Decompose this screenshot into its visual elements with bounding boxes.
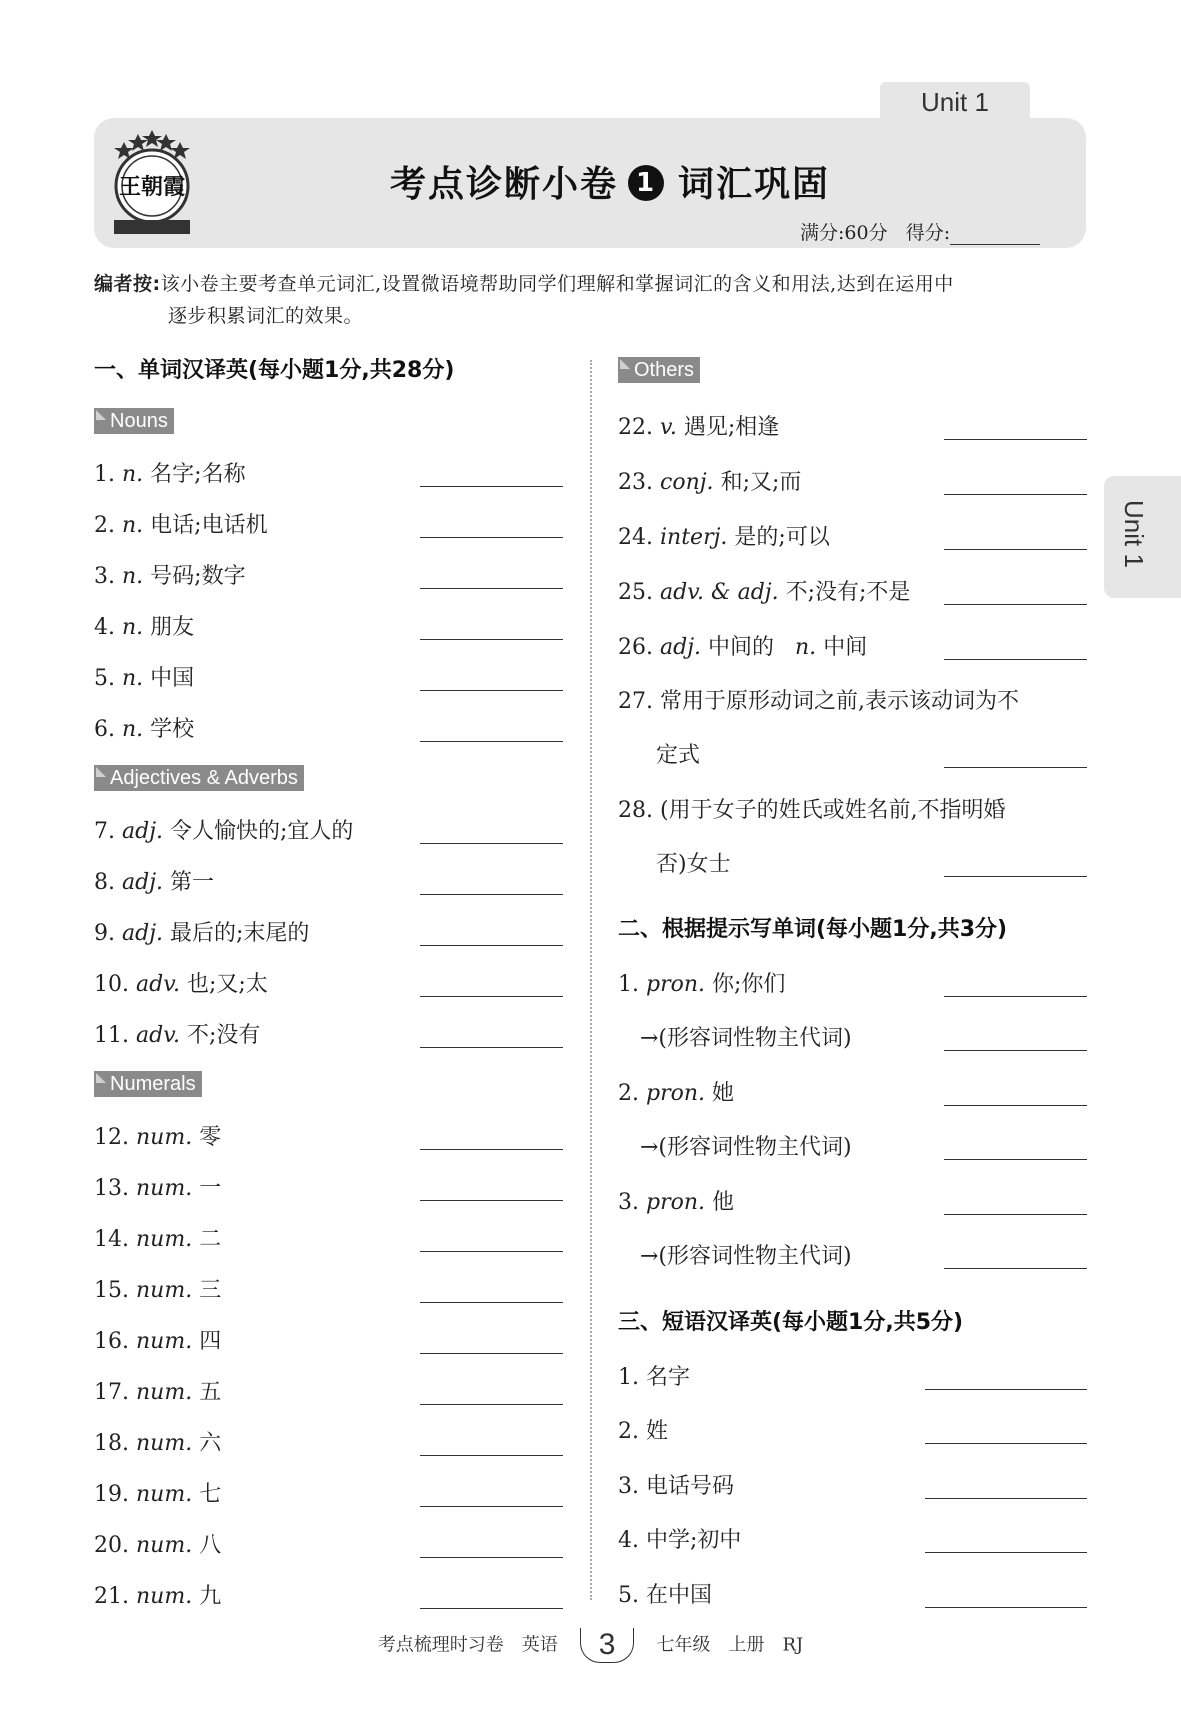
- list-item: 3. 电话号码: [618, 1474, 734, 1499]
- item-28-line1: 28. (用于女子的姓氏或姓名前,不指明婚: [618, 798, 1006, 823]
- answer-blank[interactable]: [420, 1404, 563, 1405]
- answer-blank[interactable]: [420, 1353, 563, 1354]
- score-line: [800, 218, 1040, 245]
- list-item: 12. num. 零: [94, 1125, 222, 1150]
- title-number-badge: 1: [628, 165, 664, 201]
- list-item: 6. n. 学校: [94, 717, 195, 742]
- answer-blank[interactable]: [944, 439, 1087, 440]
- editor-note: [94, 268, 1086, 332]
- answer-blank[interactable]: [944, 996, 1087, 997]
- editor-note-line1: 该小卷主要考查单元词汇,设置微语境帮助同学们理解和掌握词汇的含义和用法,达到在运用中: [160, 273, 954, 295]
- answer-blank[interactable]: [925, 1389, 1087, 1390]
- item-27-line2: 定式: [656, 743, 701, 768]
- tag-others: Others: [618, 357, 700, 383]
- answer-blank[interactable]: [420, 741, 563, 742]
- answer-blank[interactable]: [944, 549, 1087, 550]
- answer-blank[interactable]: [420, 1506, 563, 1507]
- editor-note-line2: 逐步积累词汇的效果。: [168, 305, 364, 327]
- footer-volume: 上册: [728, 1634, 765, 1656]
- answer-blank[interactable]: [925, 1443, 1087, 1444]
- answer-blank[interactable]: [925, 1552, 1087, 1553]
- possessive-hint: →(形容词性物主代词): [640, 1135, 852, 1160]
- tag-numerals: Numerals: [94, 1071, 202, 1097]
- column-divider: [590, 360, 592, 1600]
- answer-blank[interactable]: [944, 604, 1087, 605]
- answer-blank[interactable]: [420, 486, 563, 487]
- footer-grade: 七年级: [656, 1634, 711, 1656]
- list-item: 19. num. 七: [94, 1482, 222, 1507]
- list-item: 10. adv. 也;又;太: [94, 972, 268, 997]
- list-item: 7. adj. 令人愉快的;宜人的: [94, 819, 354, 844]
- list-item: 1. pron. 你;你们: [618, 972, 786, 997]
- list-item: 2. 姓: [618, 1419, 668, 1444]
- answer-blank[interactable]: [944, 1105, 1087, 1106]
- item-27-line1: 27. 常用于原形动词之前,表示该动词为不: [618, 689, 1019, 714]
- section2-heading: 二、根据提示写单词(每小题1分,共3分): [618, 917, 1008, 942]
- list-item: 11. adv. 不;没有: [94, 1023, 261, 1048]
- answer-blank[interactable]: [420, 1200, 563, 1201]
- list-item: 2. n. 电话;电话机: [94, 513, 268, 538]
- section1-heading: 一、单词汉译英(每小题1分,共28分): [94, 358, 455, 383]
- title-main: 考点诊断小卷: [389, 164, 618, 205]
- answer-blank[interactable]: [420, 1455, 563, 1456]
- list-item: 26. adj. 中间的 n. 中间: [618, 635, 868, 660]
- footer-edition: RJ: [782, 1634, 804, 1656]
- footer-series: 考点梳理时习卷: [377, 1634, 504, 1656]
- answer-blank[interactable]: [925, 1607, 1087, 1608]
- answer-blank[interactable]: [944, 1050, 1087, 1051]
- list-item: 25. adv. & adj. 不;没有;不是: [618, 580, 911, 605]
- list-item: 15. num. 三: [94, 1278, 222, 1303]
- answer-blank[interactable]: [944, 1159, 1087, 1160]
- score-label: 得分:: [905, 222, 951, 244]
- list-item: 17. num. 五: [94, 1380, 222, 1405]
- list-item: 8. adj. 第一: [94, 870, 215, 895]
- list-item: 1. n. 名字;名称: [94, 462, 246, 487]
- possessive-hint: →(形容词性物主代词): [640, 1026, 852, 1051]
- possessive-hint: →(形容词性物主代词): [640, 1244, 852, 1269]
- list-item: 18. num. 六: [94, 1431, 222, 1456]
- footer-subject: 英语: [521, 1634, 558, 1656]
- title-sub: 词汇巩固: [678, 164, 831, 205]
- side-unit-tab: Unit 1: [1104, 476, 1181, 598]
- list-item: 14. num. 二: [94, 1227, 222, 1252]
- answer-blank[interactable]: [944, 876, 1087, 877]
- answer-blank[interactable]: [420, 894, 563, 895]
- list-item: 4. 中学;初中: [618, 1528, 742, 1553]
- publisher-logo: [104, 128, 200, 240]
- list-item: 24. interj. 是的;可以: [618, 525, 830, 550]
- list-item: 4. n. 朋友: [94, 615, 195, 640]
- list-item: 9. adj. 最后的;末尾的: [94, 921, 310, 946]
- page-title: [250, 156, 970, 207]
- list-item: 5. n. 中国: [94, 666, 195, 691]
- list-item: 22. v. 遇见;相逢: [618, 415, 780, 440]
- unit-tab: Unit 1: [880, 82, 1030, 122]
- answer-blank[interactable]: [925, 1498, 1087, 1499]
- list-item: 21. num. 九: [94, 1584, 222, 1609]
- tag-nouns: Nouns: [94, 408, 174, 434]
- tag-adjectives-adverbs: Adjectives & Adverbs: [94, 765, 304, 791]
- svg-text:王朝霞: 王朝霞: [118, 174, 186, 200]
- answer-blank[interactable]: [420, 1047, 563, 1048]
- answer-blank[interactable]: [420, 1557, 563, 1558]
- page-number: 3: [580, 1628, 635, 1663]
- list-item: 1. 名字: [618, 1365, 690, 1390]
- list-item: 2. pron. 她: [618, 1081, 735, 1106]
- answer-blank[interactable]: [420, 690, 563, 691]
- editor-note-label: 编者按:: [94, 273, 161, 295]
- answer-blank[interactable]: [420, 588, 563, 589]
- answer-blank[interactable]: [420, 996, 563, 997]
- list-item: 3. pron. 他: [618, 1190, 735, 1215]
- full-score: 满分:60分: [800, 222, 888, 244]
- page-footer: [0, 1628, 1181, 1663]
- answer-blank[interactable]: [944, 659, 1087, 660]
- list-item: 16. num. 四: [94, 1329, 222, 1354]
- answer-blank[interactable]: [944, 1214, 1087, 1215]
- section3-heading: 三、短语汉译英(每小题1分,共5分): [618, 1310, 964, 1335]
- list-item: 13. num. 一: [94, 1176, 222, 1201]
- list-item: 3. n. 号码;数字: [94, 564, 246, 589]
- answer-blank[interactable]: [944, 767, 1087, 768]
- answer-blank[interactable]: [944, 494, 1087, 495]
- item-28-line2: 否)女士: [656, 852, 731, 877]
- answer-blank[interactable]: [420, 945, 563, 946]
- list-item: 5. 在中国: [618, 1583, 712, 1608]
- answer-blank[interactable]: [420, 1149, 563, 1150]
- answer-blank[interactable]: [420, 537, 563, 538]
- list-item: 20. num. 八: [94, 1533, 222, 1558]
- answer-blank[interactable]: [420, 1608, 563, 1609]
- list-item: 23. conj. 和;又;而: [618, 470, 802, 495]
- answer-blank[interactable]: [944, 1268, 1087, 1269]
- score-blank[interactable]: [950, 226, 1040, 245]
- answer-blank[interactable]: [420, 843, 563, 844]
- answer-blank[interactable]: [420, 1251, 563, 1252]
- answer-blank[interactable]: [420, 639, 563, 640]
- answer-blank[interactable]: [420, 1302, 563, 1303]
